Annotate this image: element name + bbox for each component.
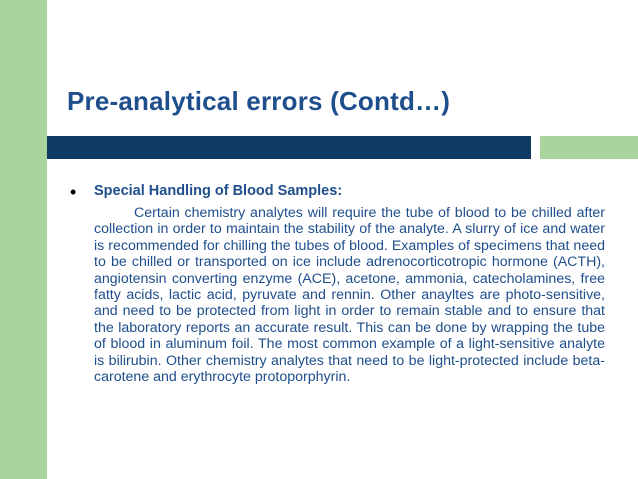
section-heading: Special Handling of Blood Samples:	[94, 183, 343, 199]
body-paragraph: Certain chemistry analytes will require the tube of blood to be chilled after collection in order to maintain the stability of the analyte. A slurry of ice and water is recommended for chilling the tubes of blood. Examples of specimens that need to be chilled or transported on ice include adrenocorticotropic hormone (ACTH), angiotensin converting enzyme (ACE), acetone, ammonia, catecholamines, free fatty acids, lactic acid, pyruvate and rennin. Other anayltes are photo-sensitive, and need to be protected from light in order to remain stable and to ensure that the laboratory reports an accurate result. This can be done by wrapping the tube of blood in aluminum foil. The most common example of a light-sensitive analyte is bilirubin. Other chemistry analytes that need to be light-protected include beta-carotene and erythrocyte protoporphyrin.	[94, 205, 605, 386]
slide-title: Pre-analytical errors (Contd…)	[67, 86, 451, 116]
title-accent-block	[540, 136, 638, 159]
bullet-icon: •	[70, 182, 77, 202]
title-underline-bar	[47, 136, 531, 159]
left-accent-bar	[0, 0, 47, 479]
